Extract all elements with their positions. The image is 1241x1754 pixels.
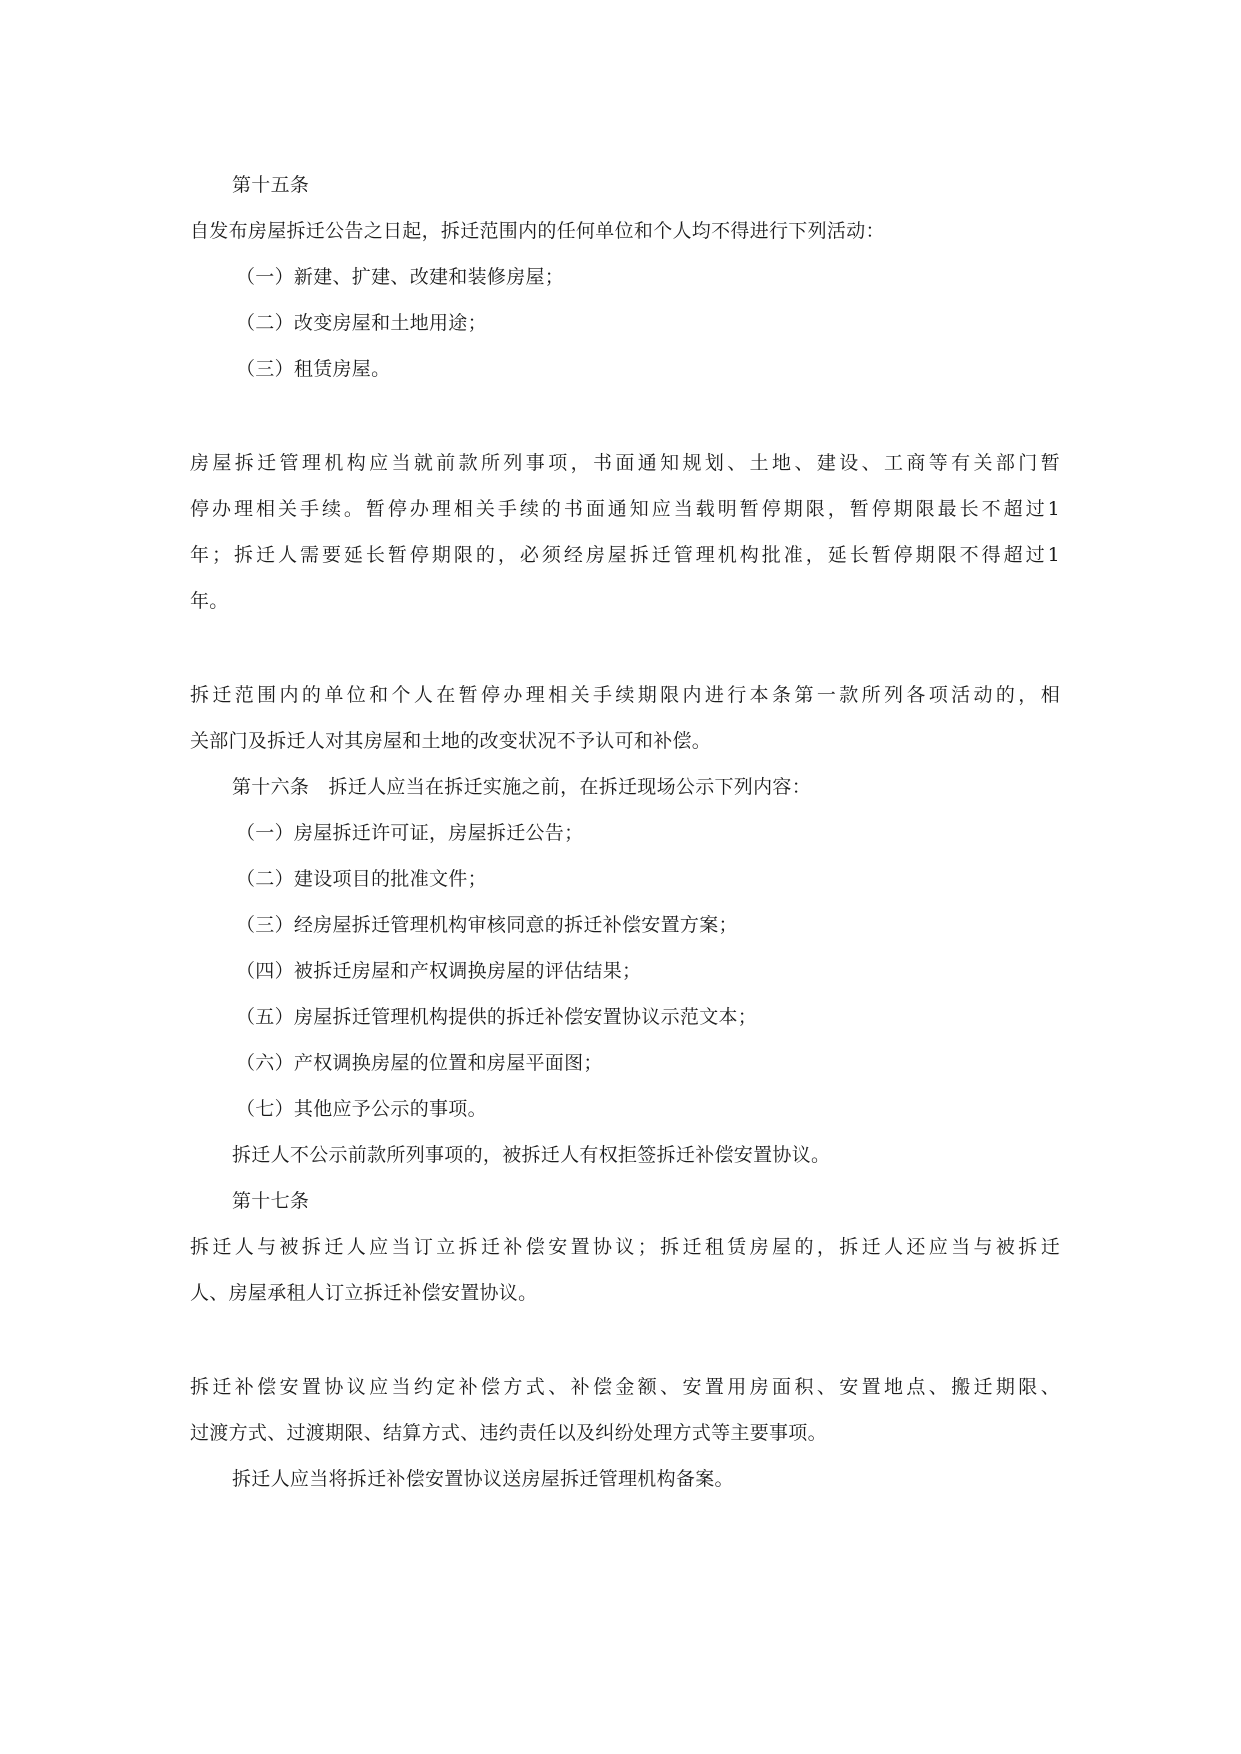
article-16-item: （三）经房屋拆迁管理机构审核同意的拆迁补偿安置方案； bbox=[236, 914, 738, 936]
article-16-item: （四）被拆迁房屋和产权调换房屋的评估结果； bbox=[236, 960, 642, 982]
article-16-item: （五）房屋拆迁管理机构提供的拆迁补偿安置协议示范文本； bbox=[236, 1006, 758, 1028]
article-17-heading: 第十七条 bbox=[232, 1190, 310, 1212]
article-16-item: （七）其他应予公示的事项。 bbox=[236, 1098, 487, 1120]
article-15-heading: 第十五条 bbox=[232, 174, 310, 196]
article-15-para3-line: 拆迁范围内的单位和个人在暂停办理相关手续期限内进行本条第一款所列各项活动的，相 bbox=[190, 684, 1060, 706]
article-16-item: （二）建设项目的批准文件； bbox=[236, 868, 487, 890]
article-17-para2-line: 过渡方式、过渡期限、结算方式、违约责任以及纠纷处理方式等主要事项。 bbox=[190, 1422, 827, 1444]
article-16-closing: 拆迁人不公示前款所列事项的，被拆迁人有权拒签拆迁补偿安置协议。 bbox=[232, 1144, 831, 1166]
article-15-item: （三）租赁房屋。 bbox=[236, 358, 391, 380]
article-15-para2-line: 年；拆迁人需要延长暂停期限的，必须经房屋拆迁管理机构批准，延长暂停期限不得超过1 bbox=[190, 544, 1060, 566]
article-17-para1-line: 人、房屋承租人订立拆迁补偿安置协议。 bbox=[190, 1282, 538, 1304]
article-15-para2-line: 房屋拆迁管理机构应当就前款所列事项，书面通知规划、土地、建设、工商等有关部门暂 bbox=[190, 452, 1060, 474]
article-17-para3: 拆迁人应当将拆迁补偿安置协议送房屋拆迁管理机构备案。 bbox=[232, 1468, 734, 1490]
article-16-item: （六）产权调换房屋的位置和房屋平面图； bbox=[236, 1052, 603, 1074]
article-17-para1-line: 拆迁人与被拆迁人应当订立拆迁补偿安置协议；拆迁租赁房屋的，拆迁人还应当与被拆迁 bbox=[190, 1236, 1060, 1258]
article-15-item: （二）改变房屋和土地用途； bbox=[236, 312, 487, 334]
article-16-heading: 第十六条 拆迁人应当在拆迁实施之前，在拆迁现场公示下列内容： bbox=[232, 776, 812, 798]
article-15-para2-line: 停办理相关手续。暂停办理相关手续的书面通知应当载明暂停期限，暂停期限最长不超过1 bbox=[190, 498, 1060, 520]
article-16-item: （一）房屋拆迁许可证，房屋拆迁公告； bbox=[236, 822, 584, 844]
article-15-para2-line: 年。 bbox=[190, 590, 229, 612]
article-15-para3-line: 关部门及拆迁人对其房屋和土地的改变状况不予认可和补偿。 bbox=[190, 730, 712, 752]
article-15-item: （一）新建、扩建、改建和装修房屋； bbox=[236, 266, 565, 288]
article-17-para2-line: 拆迁补偿安置协议应当约定补偿方式、补偿金额、安置用房面积、安置地点、搬迁期限、 bbox=[190, 1376, 1060, 1398]
article-15-intro: 自发布房屋拆迁公告之日起，拆迁范围内的任何单位和个人均不得进行下列活动： bbox=[190, 220, 885, 242]
